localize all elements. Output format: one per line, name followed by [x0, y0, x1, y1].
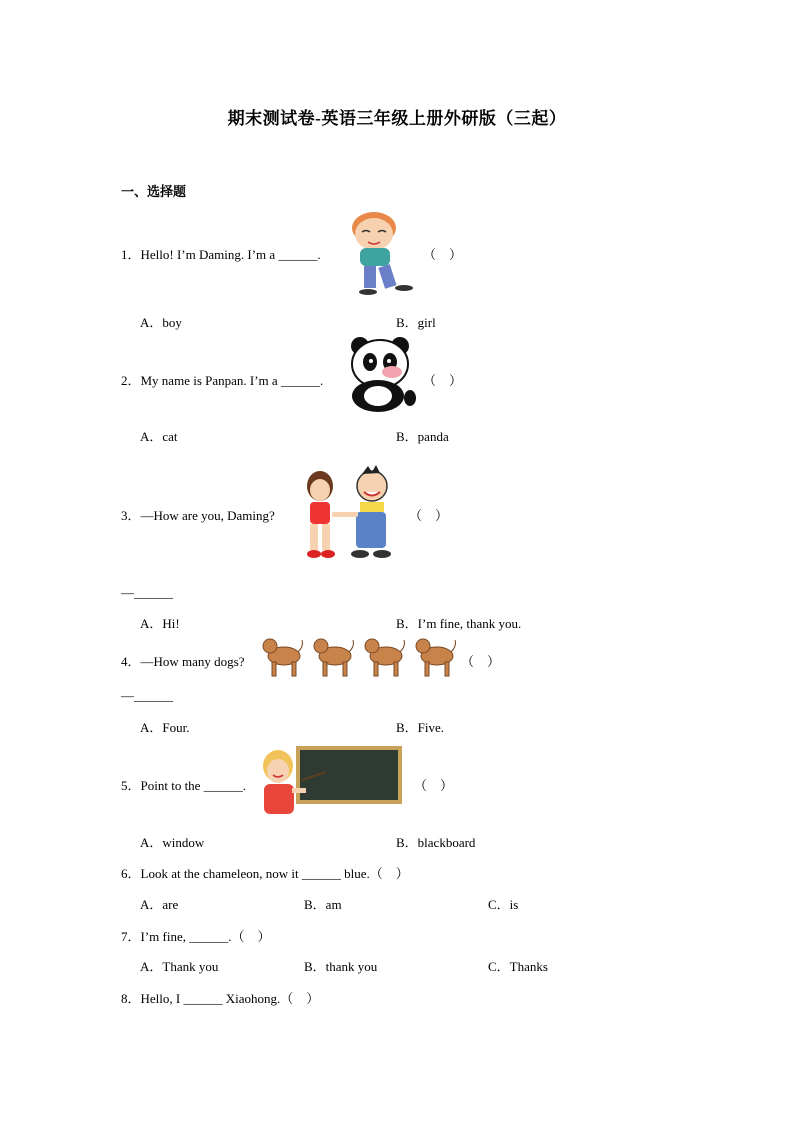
question-1: 1．Hello! I’m Daming. I’m a ______. — [121, 247, 321, 262]
panda-icon — [344, 334, 420, 416]
question-8: 8．Hello, I ______ Xiaohong.（ ） — [121, 991, 320, 1006]
dogs-icon — [258, 636, 462, 678]
question-5: 5．Point to the ______. — [121, 778, 246, 793]
question-4: 4．—How many dogs? — [121, 654, 245, 669]
answer-line-3: —______ — [121, 585, 173, 600]
option-3a[interactable]: A．Hi! — [140, 616, 180, 631]
option-1a[interactable]: A．boy — [140, 315, 182, 330]
option-6b[interactable]: B．am — [304, 897, 342, 912]
option-6a[interactable]: A．are — [140, 897, 179, 912]
question-6: 6．Look at the chameleon, now it ______ blue.（ ） — [121, 866, 409, 881]
question-7: 7．I’m fine, ______.（ ） — [121, 929, 271, 944]
answer-paren-1: （ ） — [423, 247, 463, 262]
option-4a[interactable]: A．Four. — [140, 720, 190, 735]
answer-paren-4: （ ） — [461, 654, 501, 669]
answer-paren-2: （ ） — [423, 373, 463, 388]
question-2: 2．My name is Panpan. I’m a ______. — [121, 373, 324, 388]
section-heading: 一、选择题 — [121, 184, 187, 199]
answer-paren-5: （ ） — [414, 778, 454, 793]
kids-greeting-icon — [298, 464, 402, 564]
option-7b[interactable]: B．thank you — [304, 959, 378, 974]
option-2b[interactable]: B．panda — [396, 429, 449, 444]
answer-line-4: —______ — [121, 688, 173, 703]
teacher-blackboard-icon — [256, 744, 406, 818]
option-4b[interactable]: B．Five. — [396, 720, 445, 735]
option-3b[interactable]: B．I’m fine, thank you. — [396, 616, 522, 631]
option-7c[interactable]: C．Thanks — [488, 959, 548, 974]
option-7a[interactable]: A．Thank you — [140, 959, 219, 974]
option-2a[interactable]: A．cat — [140, 429, 178, 444]
page-title: 期末测试卷-英语三年级上册外研版（三起） — [227, 109, 567, 128]
question-3: 3．—How are you, Daming? — [121, 508, 275, 523]
option-5b[interactable]: B．blackboard — [396, 835, 476, 850]
option-1b[interactable]: B．girl — [396, 315, 436, 330]
answer-paren-3: （ ） — [409, 508, 449, 523]
boy-icon — [338, 206, 414, 296]
option-6c[interactable]: C．is — [488, 897, 519, 912]
option-5a[interactable]: A．window — [140, 835, 205, 850]
